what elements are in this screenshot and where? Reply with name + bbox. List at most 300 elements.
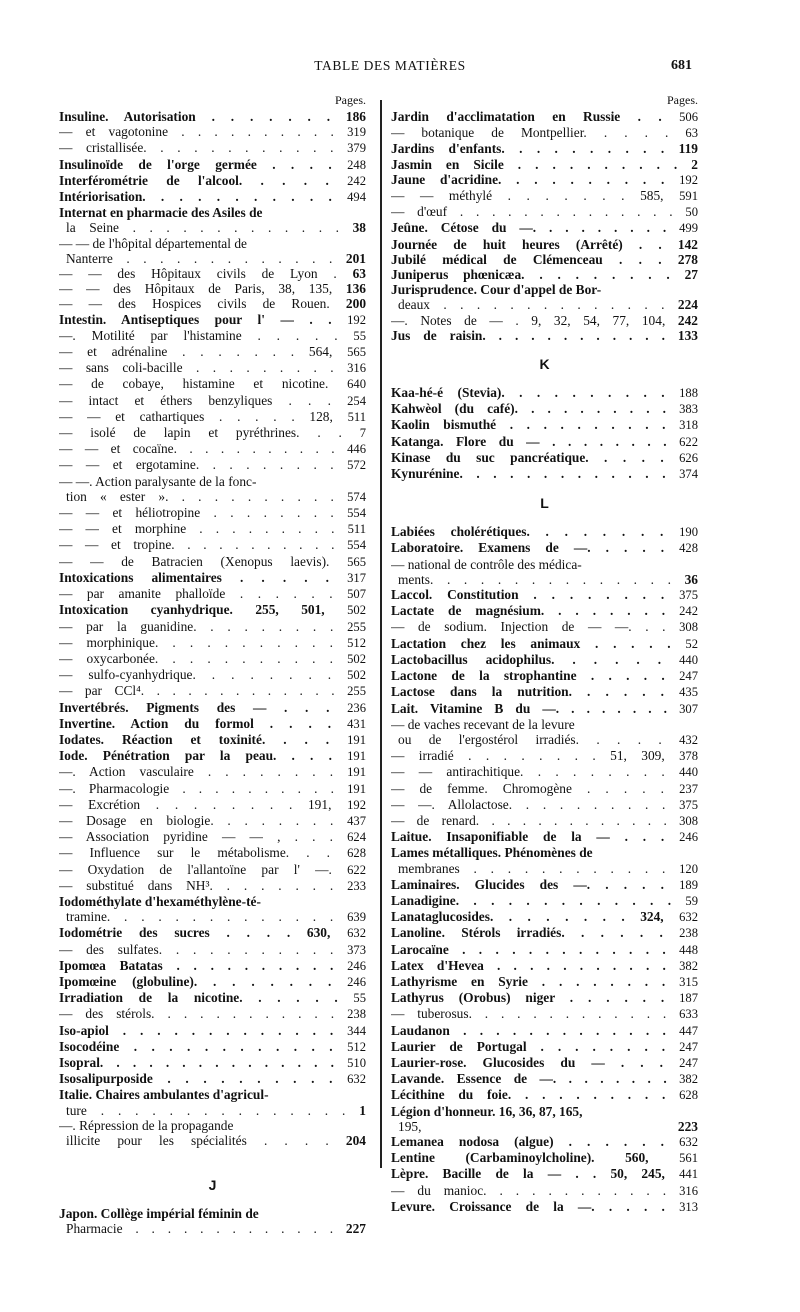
entry-text: Intestin. Antiseptiques pour l' — . . <box>59 311 332 327</box>
index-entry <box>59 457 366 473</box>
entry-text: — sans coli-bacille . . . . . . . . . <box>59 360 334 376</box>
entry-page: 317 <box>347 570 366 585</box>
entry-page: 242 <box>679 604 698 619</box>
entry-text: Lécithine du foie. . . . . . . . . . <box>391 1087 666 1103</box>
index-entry <box>391 524 698 540</box>
index-entry <box>391 1134 698 1150</box>
index-entry <box>59 1055 366 1071</box>
entry-text: Lentine (Carbaminoylcholine). 560, <box>391 1150 649 1166</box>
entry-page: 238 <box>347 1007 366 1022</box>
entry-text: — de femme. Chromogène . . . . . <box>391 780 665 796</box>
entry-text: Lanadigine. . . . . . . . . . . . . <box>391 892 672 908</box>
entry-text: — — de l'hôpital départemental de <box>59 235 247 251</box>
entry-page: 133 <box>677 327 698 343</box>
entry-text: Irradiation de la nicotine. . . . . . <box>59 990 338 1006</box>
entry-page: 632 <box>679 1134 698 1149</box>
index-entry <box>59 635 366 651</box>
index-entry <box>59 266 366 281</box>
section-letter-l: L <box>540 495 549 512</box>
index-entry <box>391 172 698 188</box>
entry-text: — de vaches recevant de la levure <box>391 716 575 732</box>
index-entry <box>391 328 698 343</box>
entry-text: — et adrénaline . . . . . . . 564, <box>59 344 333 360</box>
index-entry <box>391 417 698 433</box>
entry-text: Insuline. Autorisation . . . . . . . <box>59 109 331 124</box>
entry-text: Laurier-rose. Glucosides du — . . . <box>391 1054 664 1070</box>
entry-page: 192 <box>679 172 698 187</box>
index-entry <box>59 1071 366 1087</box>
entry-text: Larocaïne . . . . . . . . . . . . . <box>391 941 666 957</box>
entry-page: 632 <box>679 910 698 925</box>
index-entry <box>59 667 366 683</box>
entry-page: 572 <box>347 458 366 473</box>
entry-text: — isolé de lapin et pyréthrines. . . <box>59 425 342 441</box>
entry-page: 189 <box>679 877 698 892</box>
entry-text: Labiées cholérétiques. . . . . . . . <box>391 524 664 540</box>
entry-page: 191 <box>347 765 366 780</box>
entry-text: Journée de huit heures (Arrêté) . . <box>391 236 662 252</box>
index-entry <box>391 748 698 764</box>
index-entry <box>391 1183 698 1199</box>
index-entry <box>59 441 366 457</box>
entry-page: 201 <box>345 250 366 266</box>
index-entry <box>59 958 366 974</box>
index-entry <box>391 204 698 220</box>
entry-page: 379 <box>347 141 366 156</box>
entry-text: membranes . . . . . . . . . . . . <box>398 860 666 876</box>
index-entry <box>59 925 366 941</box>
entry-text: Insulinoïde de l'orge germée . . . . <box>59 156 332 172</box>
entry-page: 574 <box>347 489 366 504</box>
entry-page: 374 <box>679 467 698 482</box>
entry-text: Laboratoire. Examens de —. . . . . <box>391 540 665 556</box>
page-number: 681 <box>671 58 692 73</box>
entry-page: 622 <box>347 862 366 877</box>
entry-text: Jardins d'enfants. . . . . . . . . . <box>391 141 665 157</box>
index-entry <box>59 570 366 586</box>
entry-text: — — méthylé . . . . . . . 585, <box>391 188 664 204</box>
entry-text: Juniperus phœnicæa. . . . . . . . . <box>391 267 670 283</box>
page-header <box>0 58 800 78</box>
entry-text: — des sulfates. . . . . . . . . . . <box>59 941 334 957</box>
index-entry <box>59 990 366 1006</box>
index-entry <box>391 797 698 813</box>
index-entry <box>59 236 366 251</box>
entry-text: Lames métalliques. Phénomènes de <box>391 845 593 861</box>
entry-text: Iode. Pénétration par la peau. . . . <box>59 748 332 764</box>
right-column <box>391 91 698 1215</box>
index-entry <box>391 958 698 974</box>
entry-text: Laminaires. Glucides des —. . . . . <box>391 876 664 892</box>
entry-text: deaux . . . . . . . . . . . . . . <box>398 297 665 313</box>
entry-text: Jurisprudence. Cour d'appel de Bor- <box>391 282 602 298</box>
entry-page: 278 <box>677 251 698 267</box>
entry-page: 511 <box>347 522 366 537</box>
index-entry <box>391 282 698 297</box>
entry-text: — tuberosus. . . . . . . . . . . . . <box>391 1006 667 1022</box>
index-entry <box>59 189 366 205</box>
entry-text: Invertine. Action du formol . . . . <box>59 715 332 731</box>
entry-page: 344 <box>347 1023 366 1038</box>
entry-text: Italie. Chaires ambulantes d'agricul- <box>59 1087 269 1103</box>
entry-page: 38 <box>352 220 366 236</box>
entry-text: — botanique de Montpellier. . . . . <box>391 125 669 141</box>
index-entry <box>391 587 698 603</box>
entry-page: 63 <box>352 266 366 282</box>
entry-page: 233 <box>347 878 366 893</box>
entry-text: Isocodéine . . . . . . . . . . . . <box>59 1038 333 1054</box>
entry-page: 633 <box>679 1007 698 1022</box>
entry-text: Intoxications alimentaires . . . . . <box>59 569 330 585</box>
entry-page: 52 <box>685 636 698 651</box>
entry-text: — national de contrôle des médica- <box>391 556 582 572</box>
entry-page: 120 <box>679 861 698 876</box>
entry-text: Iodométhylate d'hexaméthylène-té- <box>59 893 261 909</box>
entry-page: 55 <box>353 991 366 1006</box>
entries-list-k <box>391 385 698 482</box>
index-entry <box>59 586 366 602</box>
entry-text: — intact et éthers benzyliques . . . <box>59 392 331 408</box>
index-entry <box>391 313 698 328</box>
entry-page: 190 <box>679 525 698 540</box>
index-entry <box>59 700 366 716</box>
entry-page: 319 <box>347 125 366 140</box>
entry-page: 315 <box>679 974 698 989</box>
entry-page: 431 <box>347 716 366 731</box>
entry-text: Lemanea nodosa (algue) . . . . . . <box>391 1133 665 1149</box>
index-entry <box>391 619 698 635</box>
index-entry <box>391 1150 698 1166</box>
entry-text: Lactation chez les animaux . . . . . <box>391 635 671 651</box>
index-entry <box>59 764 366 780</box>
index-entry <box>391 466 698 482</box>
entry-text: Levure. Croissance de la —. . . . . <box>391 1198 665 1214</box>
index-entry <box>391 813 698 829</box>
entry-page: 191 <box>347 781 366 796</box>
index-entry <box>391 157 698 172</box>
entry-text: Lactate de magnésium. . . . . . . . <box>391 603 666 619</box>
index-entry <box>59 845 366 861</box>
index-entry <box>59 109 366 124</box>
index-entry <box>391 540 698 556</box>
index-entry <box>59 1087 366 1102</box>
entry-page: 554 <box>347 538 366 553</box>
entry-text: Lathyrisme en Syrie . . . . . . . . <box>391 973 666 989</box>
entry-text: Jus de raisin. . . . . . . . . . . . <box>391 327 665 343</box>
entry-text: Laudanon . . . . . . . . . . . . . <box>391 1022 666 1038</box>
entry-page: 626 <box>679 450 698 465</box>
entry-text: 195, <box>398 1118 422 1134</box>
entry-text: Japon. Collège impérial féminin de <box>59 1206 259 1222</box>
entry-text: tion « ester ». . . . . . . . . . . <box>66 488 334 504</box>
section-letter-j: J <box>208 1177 217 1194</box>
entry-page: 192 <box>347 312 366 327</box>
index-entry <box>59 1103 366 1118</box>
index-entry <box>391 893 698 909</box>
index-entry <box>59 140 366 156</box>
index-entry <box>59 1118 366 1133</box>
index-entry <box>59 521 366 537</box>
index-entry <box>391 684 698 700</box>
entry-page: 237 <box>679 781 698 796</box>
index-entry <box>59 748 366 764</box>
entry-page: 255 <box>347 619 366 634</box>
index-entry <box>391 861 698 877</box>
index-entry <box>391 909 698 925</box>
entry-text: — de sodium. Injection de — —. . . <box>391 619 666 635</box>
index-entry <box>391 252 698 267</box>
entry-page: 318 <box>679 418 698 433</box>
entry-page: 375 <box>679 588 698 603</box>
entry-text: Laitue. Insaponifiable de la — . . . <box>391 829 665 845</box>
index-entry <box>391 385 698 401</box>
entry-page: 511 <box>347 409 366 424</box>
entry-text: ments. . . . . . . . . . . . . . . <box>398 571 671 587</box>
entry-page: 313 <box>679 1199 698 1214</box>
index-entry <box>59 942 366 958</box>
entry-text: Intériorisation. . . . . . . . . . . <box>59 189 332 205</box>
entry-text: — par la guanidine. . . . . . . . . <box>59 618 334 634</box>
entry-page: 640 <box>347 377 366 392</box>
index-entry <box>59 474 366 489</box>
entry-text: Lactobacillus acidophilus. . . . . . <box>391 651 662 667</box>
index-entry <box>391 764 698 780</box>
entry-page: 247 <box>679 669 698 684</box>
index-entry <box>391 237 698 252</box>
entry-page: 502 <box>347 651 366 666</box>
index-entry <box>391 434 698 450</box>
entry-text: — — des Hôpitaux de Paris, 38, 135, <box>59 281 333 297</box>
entry-page: 565 <box>347 345 366 360</box>
column-divider <box>380 100 382 1168</box>
index-entry <box>59 505 366 521</box>
entry-text: Jardin d'acclimatation en Russie . . <box>391 109 662 124</box>
entry-page: 632 <box>347 926 366 941</box>
entry-page: 242 <box>347 173 366 188</box>
entry-text: Lèpre. Bacille de la — . . 50, 245, <box>391 1166 665 1182</box>
entry-text: Iodométrie des sucres . . . . 630, <box>59 925 331 941</box>
entry-text: — — et ergotamine. . . . . . . . . <box>59 457 334 473</box>
index-entry <box>59 251 366 266</box>
entry-text: — — de Batracien (Xenopus laevis). <box>59 553 330 569</box>
index-entry <box>391 668 698 684</box>
index-entry <box>59 173 366 189</box>
entry-text: — — et cathartiques . . . . . 128, <box>59 408 333 424</box>
index-entry <box>59 489 366 505</box>
entry-text: Kaa-hé-é (Stevia). . . . . . . . . . <box>391 385 665 401</box>
entry-page: 308 <box>679 620 698 635</box>
entry-text: Interférométrie de l'alcool. . . . . <box>59 172 329 188</box>
entry-text: ture . . . . . . . . . . . . . . . <box>66 1102 346 1118</box>
entry-text: — — des Hospices civils de Rouen. <box>59 296 330 312</box>
entry-text: Légion d'honneur. 16, 36, 87, 165, <box>391 1103 583 1119</box>
entry-text: Nanterre . . . . . . . . . . . . . <box>66 250 333 266</box>
entry-text: — morphinique. . . . . . . . . . . <box>59 634 333 650</box>
entries-list-i <box>59 109 366 1148</box>
entry-page: 238 <box>679 926 698 941</box>
entry-page: 440 <box>679 652 698 667</box>
index-entry <box>391 1023 698 1039</box>
index-entry <box>391 1055 698 1071</box>
index-entry <box>59 376 366 392</box>
entry-page: 227 <box>345 1221 366 1237</box>
index-entry <box>59 813 366 829</box>
entry-text: —. Répression de la propagande <box>59 1117 234 1133</box>
entry-page: 248 <box>347 157 366 172</box>
entry-page: 224 <box>677 297 698 313</box>
entry-text: Ipomœa Batatas . . . . . . . . . . <box>59 957 334 973</box>
entry-text: —. Notes de — . 9, 32, 54, 77, 104, <box>391 312 666 328</box>
index-entry <box>59 205 366 220</box>
entry-text: la Seine . . . . . . . . . . . . . <box>66 220 340 236</box>
entry-text: Jasmin en Sicile . . . . . . . . . . <box>391 156 678 172</box>
entry-page: 591 <box>679 189 698 204</box>
entry-page: 247 <box>679 1055 698 1070</box>
entry-text: —. Action vasculaire . . . . . . . . <box>59 764 334 780</box>
index-entry <box>391 845 698 860</box>
entry-page: 441 <box>679 1167 698 1182</box>
entry-text: Lathyrus (Orobus) niger . . . . . . <box>391 990 665 1006</box>
entry-text: Iodates. Réaction et toxinité. . . . <box>59 731 330 747</box>
entry-page: 191 <box>347 749 366 764</box>
index-entry <box>391 109 698 125</box>
entry-text: — Oxydation de l'allantoïne par l' —. <box>59 861 332 877</box>
index-entry <box>59 1023 366 1039</box>
entry-page: 246 <box>347 958 366 973</box>
entry-page: 437 <box>347 813 366 828</box>
entries-list-j-cont <box>391 109 698 343</box>
entry-page: 316 <box>347 361 366 376</box>
index-entry <box>59 619 366 635</box>
pages-label: Pages. <box>667 93 698 107</box>
entry-page: 440 <box>679 765 698 780</box>
entry-text: — oxycarbonée. . . . . . . . . . . <box>59 650 333 666</box>
entry-text: Kynurénine. . . . . . . . . . . . . <box>391 466 666 482</box>
entry-page: 383 <box>679 402 698 417</box>
entry-page: 447 <box>679 1023 698 1038</box>
entry-page: 1 <box>359 1102 366 1118</box>
entry-page: 499 <box>679 221 698 236</box>
entry-page: 242 <box>677 312 698 328</box>
index-entry <box>59 281 366 296</box>
index-entry <box>391 974 698 990</box>
entry-text: Kinase du suc pancréatique. . . . . <box>391 449 664 465</box>
entry-page: 36 <box>684 571 698 587</box>
entry-text: — par CCl⁴. . . . . . . . . . . . . <box>59 683 335 699</box>
entry-page: 204 <box>345 1133 366 1148</box>
index-entry <box>59 1133 366 1148</box>
entry-page: 136 <box>345 281 366 297</box>
entry-page: 142 <box>677 236 698 252</box>
index-entry <box>391 925 698 941</box>
entry-page: 448 <box>679 942 698 957</box>
entry-page: 308 <box>679 813 698 828</box>
entry-page: 119 <box>678 141 698 157</box>
entry-text: Pharmacie . . . . . . . . . . . . . <box>66 1221 334 1237</box>
index-entry <box>59 732 366 748</box>
entry-page: 55 <box>353 328 366 343</box>
entry-page: 554 <box>347 506 366 521</box>
index-entry <box>391 1166 698 1182</box>
entry-page: 307 <box>679 701 698 716</box>
entry-text: — —. Action paralysante de la fonc- <box>59 473 257 489</box>
entry-text: — — et héliotropine . . . . . . . . <box>59 505 334 521</box>
entry-text: Kahwèol (du café). . . . . . . . . . <box>391 401 666 417</box>
index-entry <box>59 862 366 878</box>
index-entry <box>59 1221 366 1236</box>
entry-page: 632 <box>347 1072 366 1087</box>
entry-page: 510 <box>347 1055 366 1070</box>
entry-text: — irradié . . . . . . . . 51, 309, <box>391 748 665 764</box>
entry-page: 188 <box>679 386 698 401</box>
entry-page: 382 <box>679 958 698 973</box>
entry-page: 247 <box>679 1039 698 1054</box>
index-entry <box>59 554 366 570</box>
entry-text: — — et cocaïne. . . . . . . . . . . <box>59 441 335 457</box>
entry-text: Lactose dans la nutrition. . . . . . <box>391 684 665 700</box>
entry-page: 375 <box>679 797 698 812</box>
index-entry <box>391 829 698 845</box>
entry-page: 59 <box>685 893 698 908</box>
entries-list-l <box>391 524 698 1215</box>
entry-page: 628 <box>347 846 366 861</box>
index-entry <box>59 537 366 553</box>
entry-text: — d'œuf . . . . . . . . . . . . . . <box>391 204 673 220</box>
entry-text: — — et morphine . . . . . . . . . <box>59 521 335 537</box>
entry-page: 2 <box>691 156 698 172</box>
index-entry <box>391 1006 698 1022</box>
pages-label: Pages. <box>335 93 366 107</box>
index-entry <box>391 188 698 204</box>
entry-page: 428 <box>679 541 698 556</box>
entry-text: Internat en pharmacie des Asiles de <box>59 205 263 221</box>
index-entry <box>391 781 698 797</box>
index-entry <box>391 877 698 893</box>
entry-text: Kaolin bismuthé . . . . . . . . . . <box>391 417 666 433</box>
entry-page: 236 <box>347 700 366 715</box>
index-entry <box>59 602 366 618</box>
entry-text: Intoxication cyanhydrique. 255, 501, <box>59 602 325 618</box>
entry-text: Laccol. Constitution . . . . . . . . <box>391 587 665 603</box>
section-letter-k: K <box>539 356 550 373</box>
index-entry <box>59 894 366 909</box>
entry-page: 223 <box>677 1118 698 1134</box>
entry-text: — et vagotonine . . . . . . . . . . <box>59 124 334 140</box>
index-entry <box>391 603 698 619</box>
entry-text: illicite pour les spécialités . . . . <box>66 1133 329 1148</box>
entries-list-j <box>59 1206 366 1236</box>
index-entry <box>391 732 698 748</box>
entry-page: 507 <box>347 587 366 602</box>
running-title: TABLE DES MATIÈRES <box>314 58 466 73</box>
entry-text: ou de l'ergostérol irradiés. . . . . <box>398 731 662 747</box>
entry-page: 191 <box>347 732 366 747</box>
entry-text: Ipomœine (globuline). . . . . . . . <box>59 973 332 989</box>
index-entry <box>391 557 698 572</box>
entry-page: 316 <box>679 1183 698 1198</box>
index-entry <box>59 409 366 425</box>
entry-page: 7 <box>359 426 366 441</box>
entry-text: Lactone de la strophantine . . . . . <box>391 668 665 684</box>
entry-text: — sulfo-cyanhydrique. . . . . . . . <box>59 667 332 683</box>
index-entry <box>391 267 698 282</box>
index-entry <box>391 701 698 717</box>
index-entry <box>391 401 698 417</box>
entry-text: Lanoline. Stérols irradiés. . . . . . <box>391 925 663 941</box>
index-entry <box>391 220 698 236</box>
index-entry <box>391 125 698 141</box>
index-entry <box>391 942 698 958</box>
